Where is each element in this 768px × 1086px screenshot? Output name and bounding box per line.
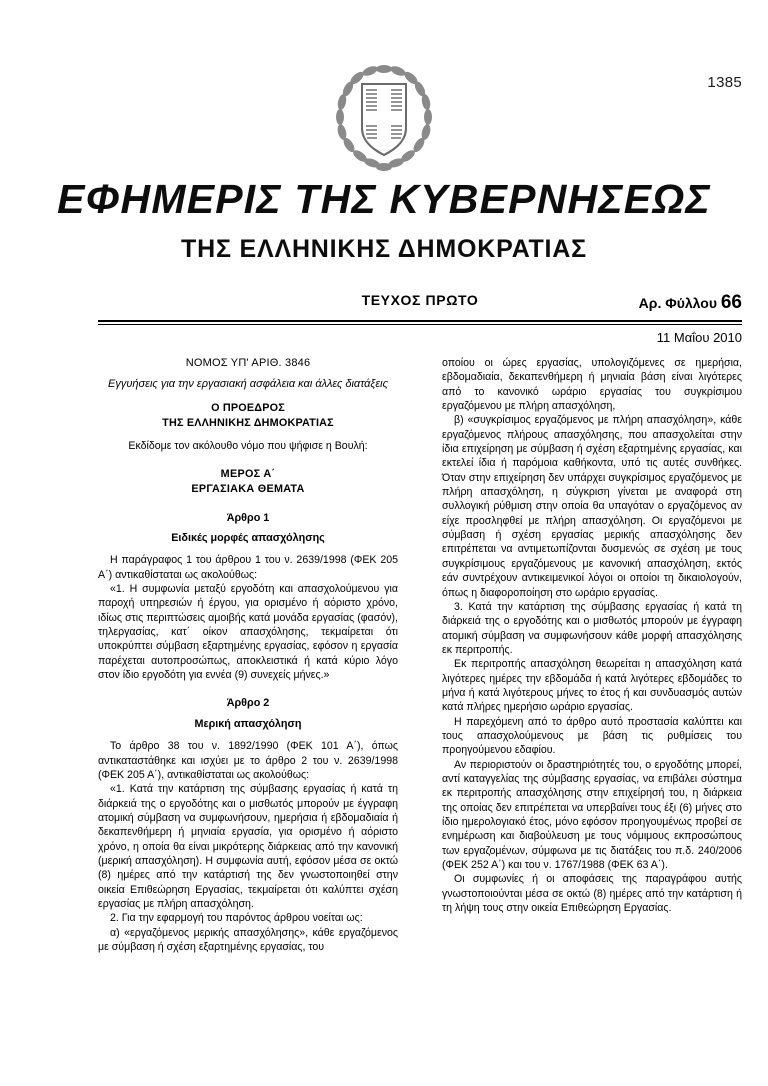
article-2-paragraph: Το άρθρο 38 του ν. 1892/1990 (ΦΕΚ 101 Α΄), όπως αντικαταστάθηκε και ισχύει με το άρθρο 2 του ν. 2639/1998 (ΦΕΚ 205 Α΄), αντικαθίσταται ως ακολούθως: (98, 740, 398, 781)
part-heading: ΜΕΡΟΣ Α΄ (220, 467, 276, 480)
enactment-line: Εκδίδομε τον ακόλουθο νόμο που ψήφισε η Βουλή: (128, 440, 368, 453)
issue-number (639, 292, 742, 314)
column-right (442, 356, 742, 1066)
president-line-2: ΤΗΣ ΕΛΛΗΝΙΚΗΣ ΔΗΜΟΚΡΑΤΙΑΣ (162, 416, 334, 429)
issue-bar (98, 292, 742, 318)
article-2-paragraph: οποίου οι ώρες εργασίας, υπολογιζόμενες σε ημερήσια, εβδομαδιαία, δεκαπενθήμερη ή μηνιαία βάση είναι λιγότερες από το κανονικό ωράριο εργασίας του συγκρίσιμου εργαζόμενου με πλήρη απασχόληση, (442, 357, 742, 413)
column-left (98, 356, 398, 1066)
president-block (98, 401, 398, 430)
masthead (0, 178, 768, 264)
article-2-paragraph: 2. Για την εφαρμογή του παρόντος άρθρου νοείται ως: (110, 912, 363, 925)
emblem-container (0, 62, 768, 174)
article-1-subheading: Ειδικές μορφές απασχόλησης (171, 532, 325, 545)
article-2-paragraph: β) «συγκρίσιμος εργαζόμενος με πλήρη απασχόληση», κάθε εργαζόμενος πλήρους απασχόλησης, που απασχολείται στην ίδια επιχείρηση με σύμβαση ή σχέση εξαρτημένης εργασίας, και εκτελεί ίδια ή παρόμοια καθήκοντα, υπό τις αυτές συνθήκες. Όταν στην επιχείρηση δεν υπάρχει συγκρίσιμος εργαζόμενος με πλήρη απασχόληση, η σύγκριση γίνεται με αναφορά στη συλλογική ρύθμιση στην οποία θα υπαγόταν ο εργαζόμενος αν είχε προσληφθεί με πλήρη απασχόληση. Οι εργαζόμενοι με σύμβαση ή σχέση εργασίας μερικής απασχόλησης δεν επιτρέπεται να αντιμετωπίζονται δυσμενώς σε σχέση με τους συγκρίσιμους εργαζόμενους με κανονική απασχόληση, εκτός εάν συντρέχουν αντικειμενικοί λόγοι οι οποίοι τη δικαιολογούν, όπως η διαφοροποίηση στο ωράριο εργασίας. (442, 414, 742, 599)
article-2-paragraph: Οι συμφωνίες ή οι αποφάσεις της παραγράφου αυτής γνωστοποιούνται μέσα σε οκτώ (8) ημέρες από την κατάρτιση ή τη λήψη τους στην οικεία Επιθεώρηση Εργασίας. (442, 873, 742, 915)
header-rule-thin (98, 324, 742, 325)
coat-of-arms-icon (332, 62, 436, 174)
article-2-subheading: Μερική απασχόληση (194, 717, 302, 730)
article-2-paragraph: Αν περιοριστούν οι δραστηριότητές του, ο εργοδότης μπορεί, αντί καταγγελίας της σύμβασης εργασίας, να επιβάλει σύστημα εκ περιτροπής απασχόλησης στην επιχείρησή του, η διάρκεια της οποίας δεν επιτρέπεται να υπερβαίνει τους έξι (6) μήνες στο ίδιο ημερολογιακό έτος, μόνο εφόσον προηγουμένως προβεί σε ενημέρωση και διαβούλευση με τους νόμιμους εκπροσώπους των εργαζομένων, σύμφωνα με τις διατάξεις του π.δ. 240/2006 (ΦΕΚ 252 Α΄) και του ν. 1767/1988 (ΦΕΚ 63 Α΄). (442, 758, 742, 872)
article-2-paragraph: Η παρεχόμενη από το άρθρο αυτό προστασία καλύπτει και τους απασχολούμενους με βάση τις ρυθμίσεις του προηγούμενου εδαφίου. (442, 715, 742, 757)
issue-date: 11 Μαΐου 2010 (656, 330, 742, 345)
issue-type: ΤΕΥΧΟΣ ΠΡΩΤΟ (361, 292, 479, 308)
part-subheading: ΕΡΓΑΣΙΑΚΑ ΘΕΜΑΤΑ (191, 482, 305, 495)
issue-number-value: 66 (720, 292, 742, 313)
law-title: Εγγυήσεις για την εργασιακή ασφάλεια και άλλες διατάξεις (108, 378, 388, 391)
president-line-1: Ο ΠΡΟΕΔΡΟΣ (211, 402, 285, 415)
law-heading: ΝΟΜΟΣ ΥΠ' ΑΡΙΘ. 3846 (185, 357, 311, 369)
article-2-paragraph: 3. Κατά την κατάρτιση της σύμβασης εργασίας ή κατά τη διάρκειά της ο εργοδότης και ο μισθωτός μπορούν με έγγραφη ατομική σύμβαση να συμφωνήσουν κάθε μορφή απασχόλησης εκ περιτροπής. (442, 600, 742, 656)
issue-number-label: Αρ. Φύλλου (638, 295, 717, 311)
gazette-subtitle: ΤΗΣ ΕΛΛΗΝΙΚΗΣ ΔΗΜΟΚΡΑΤΙΑΣ (181, 235, 587, 264)
article-2-paragraph: «1. Κατά την κατάρτιση της σύμβασης εργασίας ή κατά τη διάρκειά της ο εργοδότης και ο μισθωτός μπορούν με έγγραφη ατομική σύμβαση να συμφωνήσουν, ημερήσια ή εβδομαδιαία ή δεκαπενθήμερη ή μηνιαία εργασία, για ορισμένο ή αόριστο χρόνο, η οποία θα είναι μικρότερης διάρκειας από την κανονική (μερική απασχόληση). Η συμφωνία αυτή, εφόσον μέσα σε οκτώ (8) ημέρες από την κατάρτισή της δεν γνωστοποιηθεί στην οικεία Επιθεώρηση Εργασίας, τεκμαίρεται ότι καλύπτει σχέση εργασίας με πλήρη απασχόληση. (98, 783, 398, 910)
article-2-paragraph: Εκ περιτροπής απασχόληση θεωρείται η απασχόληση κατά λιγότερες ημέρες την εβδομάδα ή κατά λιγότερες εβδομάδες το μήνα ή κατά λιγότερους μήνες το έτος ή και συνδυασμός αυτών κατά πλήρες ημερήσιο ωράριο εργασίας. (442, 658, 742, 714)
header-rule-thick (98, 320, 742, 322)
article-2-heading: Άρθρο 2 (226, 697, 270, 710)
page-number: 1385 (707, 74, 742, 91)
article-1-paragraph: Η παράγραφος 1 του άρθρου 1 του ν. 2639/1998 (ΦΕΚ 205 Α΄) αντικαθίσταται ως ακολούθως: (98, 554, 398, 581)
article-1-heading: Άρθρο 1 (226, 511, 270, 524)
article-2-paragraph: α) «εργαζόμενος μερικής απασχόλησης», κάθε εργαζόμενος με σύμβαση ή σχέση εξαρτημένης εργασίας, του (98, 926, 398, 953)
content-columns (98, 356, 742, 1066)
gazette-title: ΕΦΗΜΕΡΙΣ ΤΗΣ ΚΥΒΕΡΝΗΣΕΩΣ (57, 176, 711, 222)
article-1-paragraph: «1. Η συμφωνία μεταξύ εργοδότη και απασχολούμενου για παροχή υπηρεσιών ή έργου, για ορισμένο ή αόριστο χρόνο, ιδίως στις περιπτώσεις αμοιβής κατά μονάδα εργασίας (φασόν), τηλεργασίας, κατ΄ οίκον απασχόλησης, τεκμαίρεται ότι υποκρύπτει σύμβαση εξαρτημένης εργασίας, εφόσον η εργασία παρέχεται αυτοπροσώπως, αποκλειστικά ή κατά κύριο λόγο στον ίδιο εργοδότη για εννέα (9) συνεχείς μήνες.» (98, 583, 398, 682)
